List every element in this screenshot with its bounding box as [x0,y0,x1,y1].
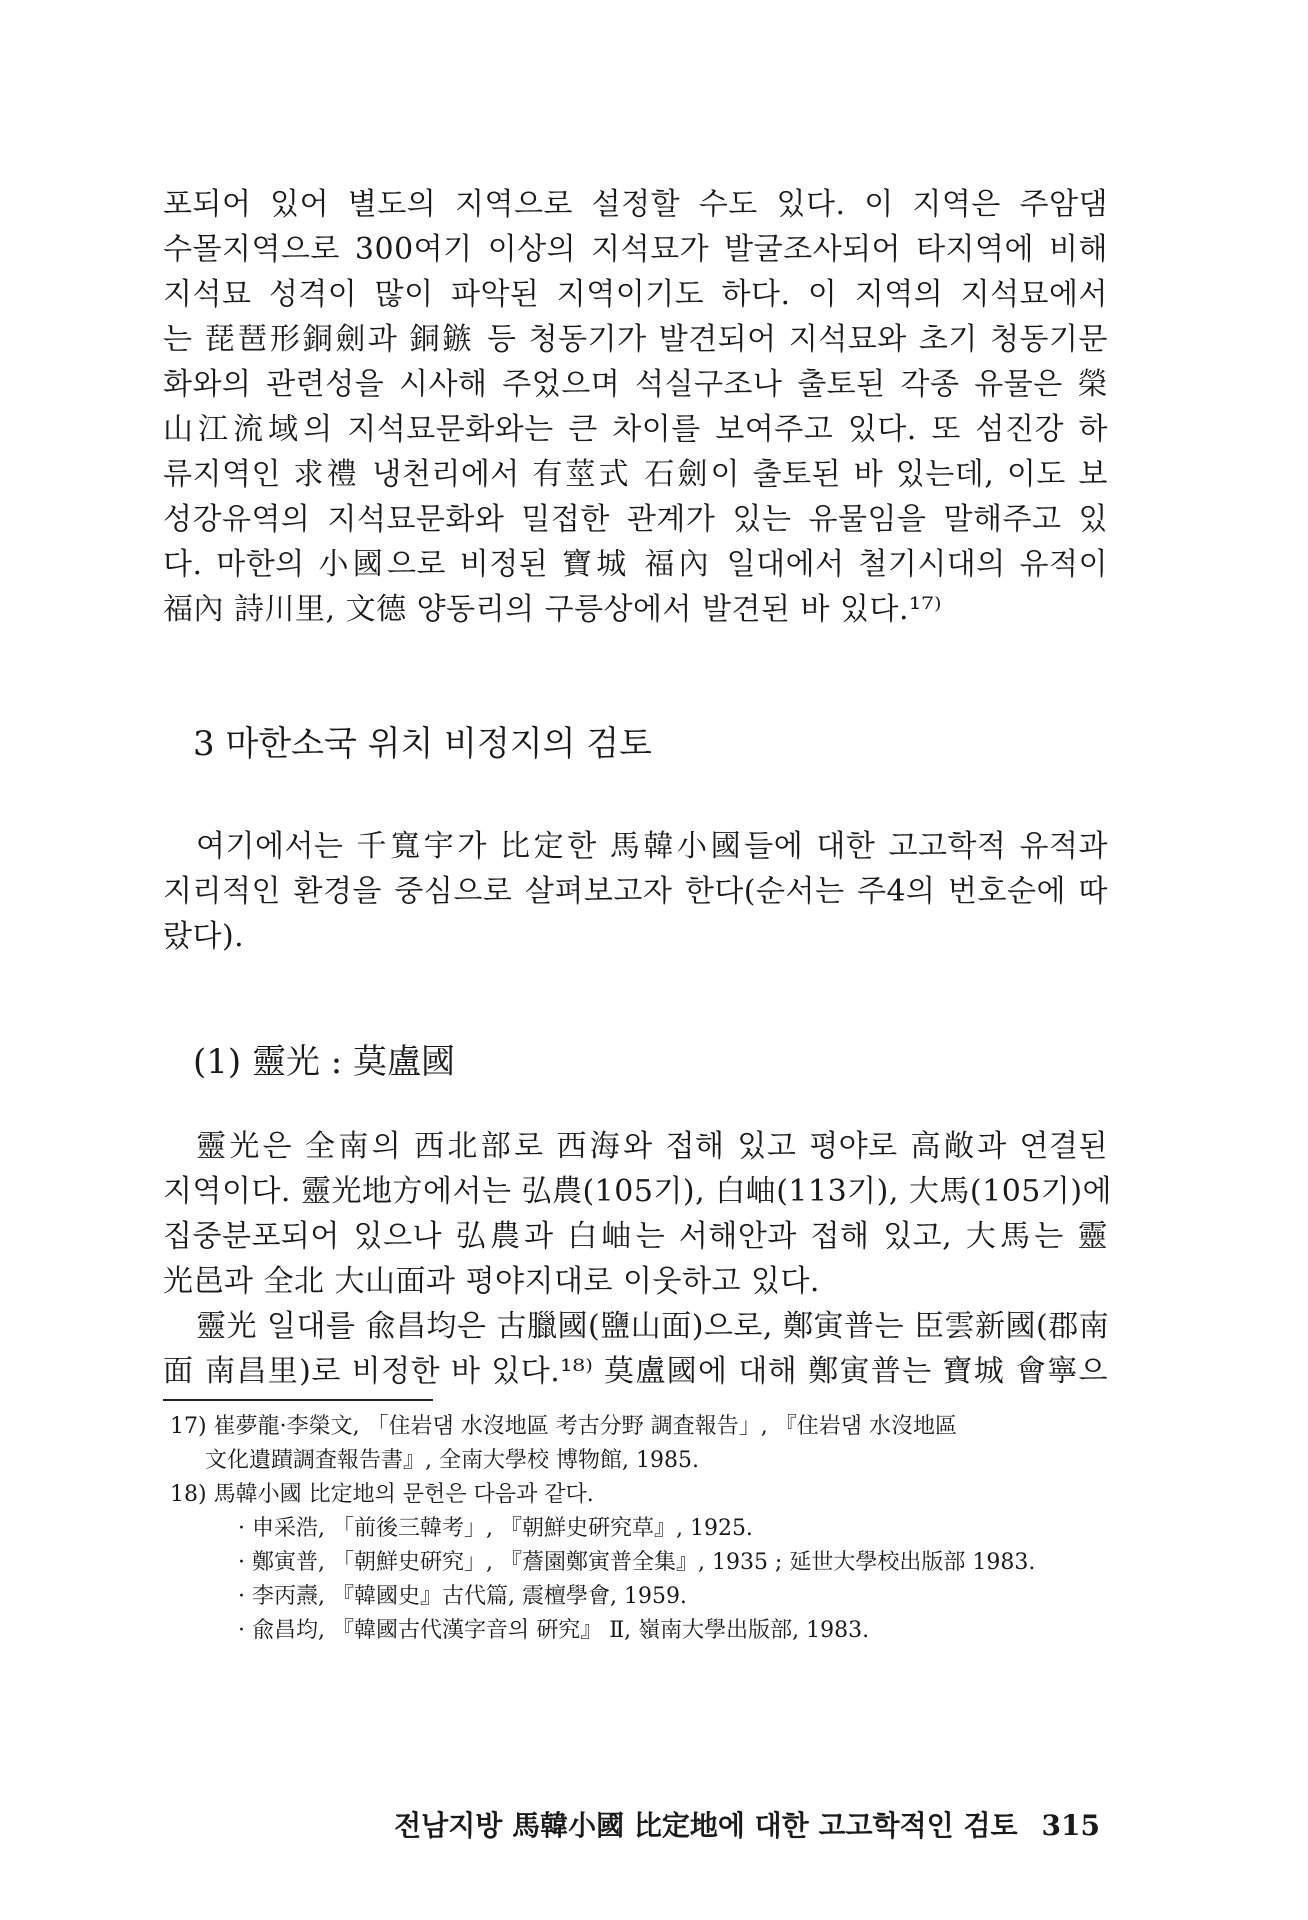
footnote-18-item: · 申采浩, 「前後三韓考」, 『朝鮮史硏究草』, 1925. [238,1516,753,1541]
section-heading: 3 마한소국 위치 비정지의 검토 [193,724,652,764]
text-line: 성강유역의 지석묘문화와 밀접한 관계가 있는 유물임을 말해주고 있 [163,502,1108,537]
text-line: 화와의 관련성을 시사해 주었으며 석실구조나 출토된 각종 유물은 榮 [163,367,1108,402]
subsection-heading: (1) 靈光 : 莫盧國 [193,1042,456,1082]
text-line: 류지역인 求禮 냉천리에서 有莖式 石劍이 출토된 바 있는데, 이도 보 [163,457,1108,492]
text-line: 靈光은 全南의 西北部로 西海와 접해 있고 평야로 高敞과 연결된 [196,1129,1108,1164]
footnote-18-item: · 鄭寅普, 「朝鮮史硏究」, 『薝園鄭寅普全集』, 1935 ; 延世大學校出版部 1983. [238,1550,1036,1575]
text-line: 지리적인 환경을 중심으로 살펴보고자 한다(순서는 주4의 번호순에 따 [163,874,1108,909]
text-line: 光邑과 全北 大山面과 평야지대로 이웃하고 있다. [163,1264,820,1299]
running-footer-title: 전남지방 馬韓小國 比定地에 대한 고고학적인 검토 [394,1809,1018,1842]
footnote-18-item: · 李丙燾, 『韓國史』古代篇, 震檀學會, 1959. [238,1584,687,1609]
text-line: 다. 마한의 小國으로 비정된 寶城 福內 일대에서 철기시대의 유적이 [163,547,1108,582]
text-line: 여기에서는 千寬宇가 比定한 馬韓小國들에 대한 고고학적 유적과 [196,829,1108,864]
text-line: 집중분포되어 있으나 弘農과 白岫는 서해안과 접해 있고, 大馬는 靈 [163,1219,1108,1254]
text-line: 는 琵琶形銅劍과 銅鏃 등 청동기가 발견되어 지석묘와 초기 청동기문 [163,322,1108,357]
text-line: 福內 詩川里, 文德 양동리의 구릉상에서 발견된 바 있다.¹⁷⁾ [163,592,942,627]
footnote-17-continued: 文化遺蹟調査報告書』, 全南大學校 博物館, 1985. [205,1448,699,1473]
text-line: 지역이다. 靈光地方에서는 弘農(105기), 白岫(113기), 大馬(105기)에 [163,1174,1113,1209]
text-line: 靈光 일대를 兪昌均은 古臘國(鹽山面)으로, 鄭寅普는 臣雲新國(郡南 [196,1309,1110,1344]
footnote-divider [163,1399,433,1401]
page-number: 315 [1041,1809,1100,1842]
running-footer [394,1806,1100,1846]
body-paragraph-2 [163,824,1108,959]
text-line: 面 南昌里)로 비정한 바 있다.¹⁸⁾ 莫盧國에 대해 鄭寅普는 寶城 會寧으 [163,1354,1108,1389]
text-line: 수몰지역으로 300여기 이상의 지석묘가 발굴조사되어 타지역에 비해 [163,232,1108,267]
body-paragraph-1 [163,182,1108,632]
text-line: 山江流域의 지석묘문화와는 큰 차이를 보여주고 있다. 또 섬진강 하 [163,412,1108,447]
text-line: 랐다). [163,919,245,954]
footnote-18: 18) 馬韓小國 比定地의 문헌은 다음과 같다. [170,1482,594,1507]
text-line: 지석묘 성격이 많이 파악된 지역이기도 하다. 이 지역의 지석묘에서 [163,277,1108,312]
footnote-18-item: · 兪昌均, 『韓國古代漢字音의 硏究』 Ⅱ, 嶺南大學出版部, 1983. [238,1618,870,1643]
text-line: 포되어 있어 별도의 지역으로 설정할 수도 있다. 이 지역은 주암댐 [163,187,1108,222]
body-paragraph-3 [163,1124,1113,1394]
footnote-17: 17) 崔夢龍·李榮文, 「住岩댐 水沒地區 考古分野 調査報告」, 『住岩댐 水沒地區 [170,1414,958,1439]
